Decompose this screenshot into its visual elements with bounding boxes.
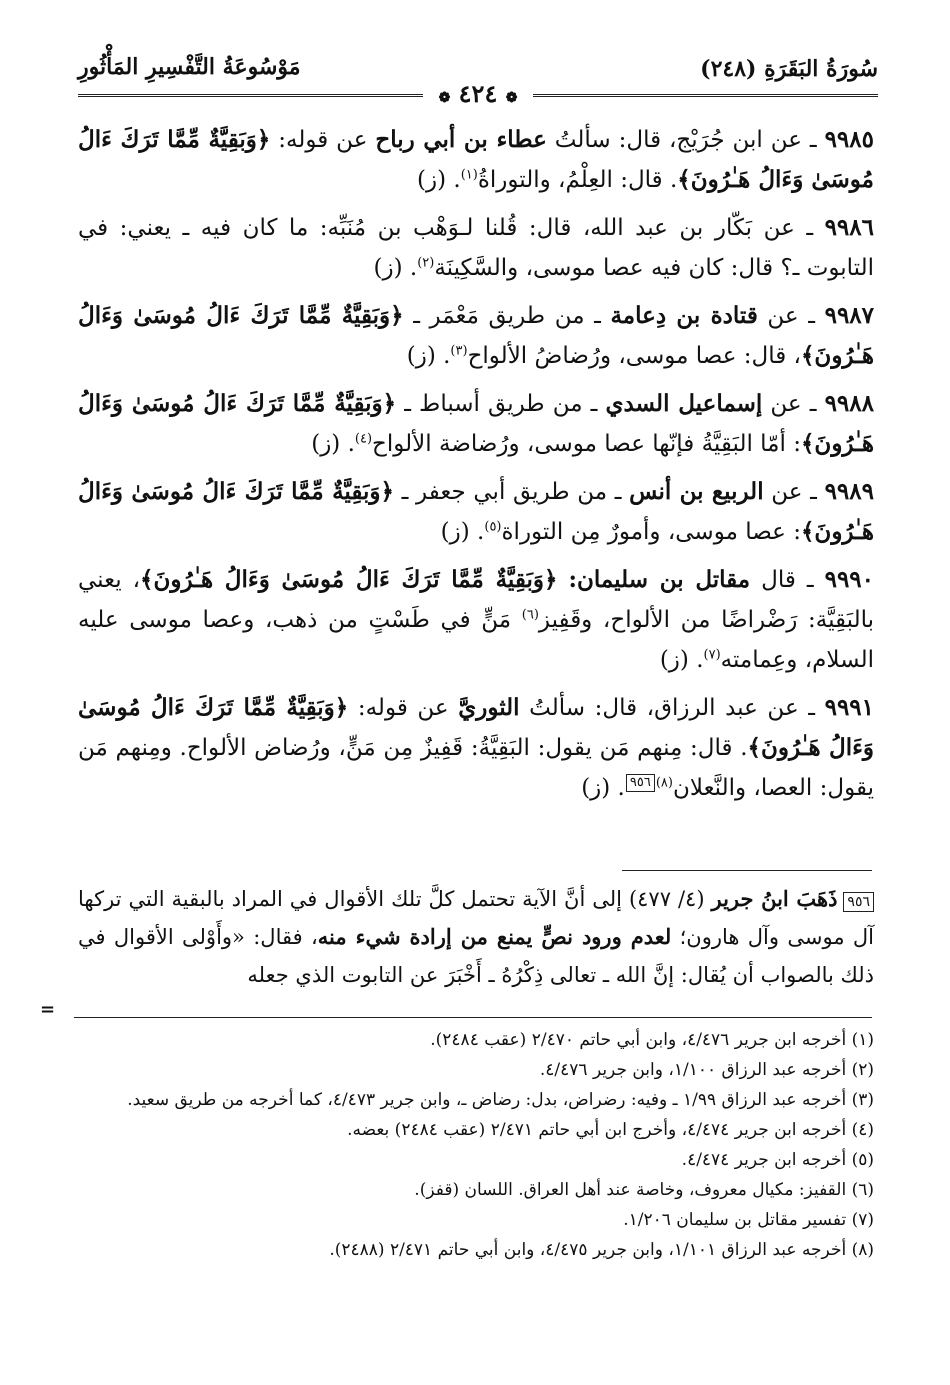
narrator-name: قتادة بن دِعامة [610, 302, 758, 329]
continuation-mark: = [40, 999, 56, 1020]
commentary-separator [622, 870, 872, 871]
entry-text: عن قوله: [270, 127, 376, 153]
narrator-name: الثوريَّ [458, 694, 520, 721]
commentary-number-box: ٩٥٦ [843, 892, 874, 912]
entry-text: . (ز) [406, 343, 451, 369]
entry-text: ـ عن [763, 479, 825, 505]
entry-text: ـ من طريق مَعْمَر ـ [403, 303, 611, 329]
narrator-name: الربيع بن أنس [629, 478, 764, 505]
footnote-separator [74, 1017, 872, 1018]
footnote: (٦) القفيز: مكيال معروف، وخاصة عند أهل العراق. اللسان (قفز). [414, 1180, 874, 1200]
commentary-text: (٤/ ٤٧٧) إلى أنَّ الآية تحتمل كلَّ تلك الأقوال في المراد بالبقية التي تركها آل موسى وآل هارون؛ [78, 887, 875, 949]
footnote-ref[interactable]: (٨) [655, 775, 673, 791]
athar-entry [78, 560, 874, 680]
quran-verse: ﴿وَبَقِيَّةٌ مِّمَّا تَرَكَ ءَالُ مُوسَىٰ وَءَالُ هَـٰرُونَ﴾ [78, 126, 874, 193]
entry-number: ٩٩٨٧ [824, 302, 875, 329]
commentary-ref-box[interactable]: ٩٥٦ [626, 774, 655, 792]
entry-number: ٩٩٨٦ [824, 214, 874, 241]
footnote: (٤) أخرجه ابن جرير ٤/٤٧٤، وأخرج ابن أبي حاتم ٢/٤٧١ (عقب ٢٤٨٤) بعضه. [347, 1120, 874, 1140]
athar-entry [78, 384, 874, 464]
entry-text: ـ عن ابن جُرَيْج، قال: سألتُ [546, 127, 825, 153]
athar-entry [78, 120, 874, 200]
page-number-block [423, 80, 533, 108]
entry-text: ـ عن [757, 303, 825, 329]
entry-text: : عصا موسى، وأمورٌ مِن التوراة [501, 519, 801, 545]
footnote-ref[interactable]: (٦) [521, 607, 539, 623]
entry-text: ـ قال [750, 567, 825, 593]
entry-text: . (ز) [659, 647, 704, 673]
footnote: (٣) أخرجه عبد الرزاق ١/٩٩ ـ وفيه: رضراض، بدل: رضاض ـ، وابن جرير ٤/٤٧٣، كما أخرجه من طريق سعيد. [127, 1090, 874, 1110]
ornament-icon: ❁ [505, 90, 518, 106]
footnote-ref[interactable]: (١) [460, 167, 478, 183]
page-header [78, 52, 878, 108]
entry-number: ٩٩٨٩ [824, 478, 874, 505]
entry-text: . قال: العِلْمُ، والتوراةُ [477, 167, 678, 193]
commentary-block [78, 880, 874, 994]
entry-text: عن قوله: [348, 695, 459, 721]
surah-heading [700, 56, 878, 82]
entry-text: . قال: مِنهم مَن يقول: البَقِيَّةُ: قَفِيزٌ مِن مَنٍّ، ورُضاض الألواح. ومِنهم مَن يقول: العصا، والنَّعلان [78, 735, 874, 801]
footnote: (٢) أخرجه عبد الرزاق ١/١٠٠، وابن جرير ٤/٤٧٦. [539, 1060, 874, 1080]
entry-number: ٩٩٩١ [824, 694, 875, 721]
quran-verse: ﴿وَبَقِيَّةٌ مِّمَّا تَرَكَ ءَالُ مُوسَىٰ وَءَالُ هَـٰرُونَ﴾ [78, 478, 874, 545]
narrator-name: مقاتل بن سليمان: [568, 566, 751, 593]
entry-text: ، قال: عصا موسى، ورُضاضُ الألواح [467, 343, 801, 369]
entry-number: ٩٩٩٠ [824, 566, 875, 593]
entry-text: . (ز) [440, 519, 485, 545]
quran-verse: ﴿وَبَقِيَّةٌ مِّمَّا تَرَكَ ءَالُ مُوسَىٰ وَءَالُ هَـٰرُونَ﴾ [78, 694, 875, 761]
commentary-text: ، فقال: «وأَوْلى الأقوال في ذلك بالصواب أن يُقال: إنَّ الله ـ تعالى ذِكْرُهُ ـ أَخْبَرَ عن التابوت الذي جعله [78, 925, 874, 987]
footnote: (٥) أخرجه ابن جرير ٤/٤٧٤. [681, 1150, 874, 1170]
entry-text: ـ عن [762, 391, 825, 417]
athar-entry [78, 208, 874, 288]
surah-verse: (٢٤٨) [700, 56, 757, 82]
entry-text: . (ز) [373, 255, 418, 281]
narrator-name: عطاء بن أبي رباح [375, 126, 547, 153]
narrator-name: إسماعيل السدي [605, 390, 763, 417]
entry-text: . (ز) [311, 431, 355, 457]
entry-text: . (ز) [581, 775, 625, 801]
footnotes [78, 1025, 874, 1265]
entry-text: ـ عن بَكّار بن عبد الله، قال: قُلنا لـوَهْب بن مُنَبِّه: ما كان فيه ـ يعني: في التابوت ـ؟ قال: كان فيه عصا موسى، والسَّكِينَة [78, 215, 874, 281]
footnote-ref[interactable]: (٧) [703, 647, 721, 663]
athar-entry [78, 472, 874, 552]
entry-text: : أمّا البَقِيَّةُ فإنّها عصا موسى، ورُضاضة الألواح [372, 431, 801, 457]
entry-text [557, 567, 568, 593]
commentary-bold: ذَهَبَ ابنُ جرير [711, 886, 838, 911]
footnote-ref[interactable]: (٣) [450, 343, 468, 359]
ornament-icon: ❁ [438, 90, 451, 106]
athar-entry [78, 688, 874, 808]
footnote: (٨) أخرجه عبد الرزاق ١/١٠١، وابن جرير ٤/٤٧٥، وابن أبي حاتم ٢/٤٧١ (٢٤٨٨). [329, 1240, 874, 1260]
footnote-ref[interactable]: (٤) [354, 431, 373, 447]
main-text [78, 120, 874, 816]
footnote: (١) أخرجه ابن جرير ٤/٤٧٦، وابن أبي حاتم ٢/٤٧٠ (عقب ٢٤٨٤). [430, 1030, 874, 1050]
entry-text: ، يعني بالبَقِيَّة: رَضْراضًا من الألواح، وقَفِيز [78, 567, 875, 633]
entry-number: ٩٩٨٥ [824, 126, 874, 153]
footnote-ref[interactable]: (٥) [484, 519, 502, 535]
footnote-ref[interactable]: (٢) [417, 255, 435, 271]
commentary-bold: لعدم ورود نصٍّ يمنع من إرادة شيء منه [317, 924, 672, 949]
surah-name: سُورَةُ البَقَرَةِ [764, 56, 878, 82]
entry-text: مَنٍّ في طَسْتٍ من ذهب، وعصا موسى عليه السلام، وعِمامته [78, 607, 874, 673]
quran-verse: ﴿وَبَقِيَّةٌ مِّمَّا تَرَكَ ءَالُ مُوسَىٰ وَءَالُ هَـٰرُونَ﴾ [140, 566, 558, 593]
entry-text: . (ز) [417, 167, 461, 193]
book-title: مَوْسُوعَةُ التَّفْسِيرِ المَأْثُورِ [78, 54, 301, 80]
entry-number: ٩٩٨٨ [824, 390, 874, 417]
quran-verse: ﴿وَبَقِيَّةٌ مِّمَّا تَرَكَ ءَالُ مُوسَىٰ وَءَالُ هَـٰرُونَ﴾ [78, 390, 874, 457]
entry-text: ـ من طريق أسباط ـ [396, 391, 606, 417]
quran-verse: ﴿وَبَقِيَّةٌ مِّمَّا تَرَكَ ءَالُ مُوسَىٰ وَءَالُ هَـٰرُونَ﴾ [78, 302, 874, 369]
entry-text: ـ عن عبد الرزاق، قال: سألتُ [519, 695, 825, 721]
athar-entry [78, 296, 874, 376]
entry-text: ـ من طريق أبي جعفر ـ [393, 479, 630, 505]
page-number: ٤٢٤ [458, 79, 498, 108]
footnote: (٧) تفسير مقاتل بن سليمان ١/٢٠٦. [623, 1210, 874, 1230]
